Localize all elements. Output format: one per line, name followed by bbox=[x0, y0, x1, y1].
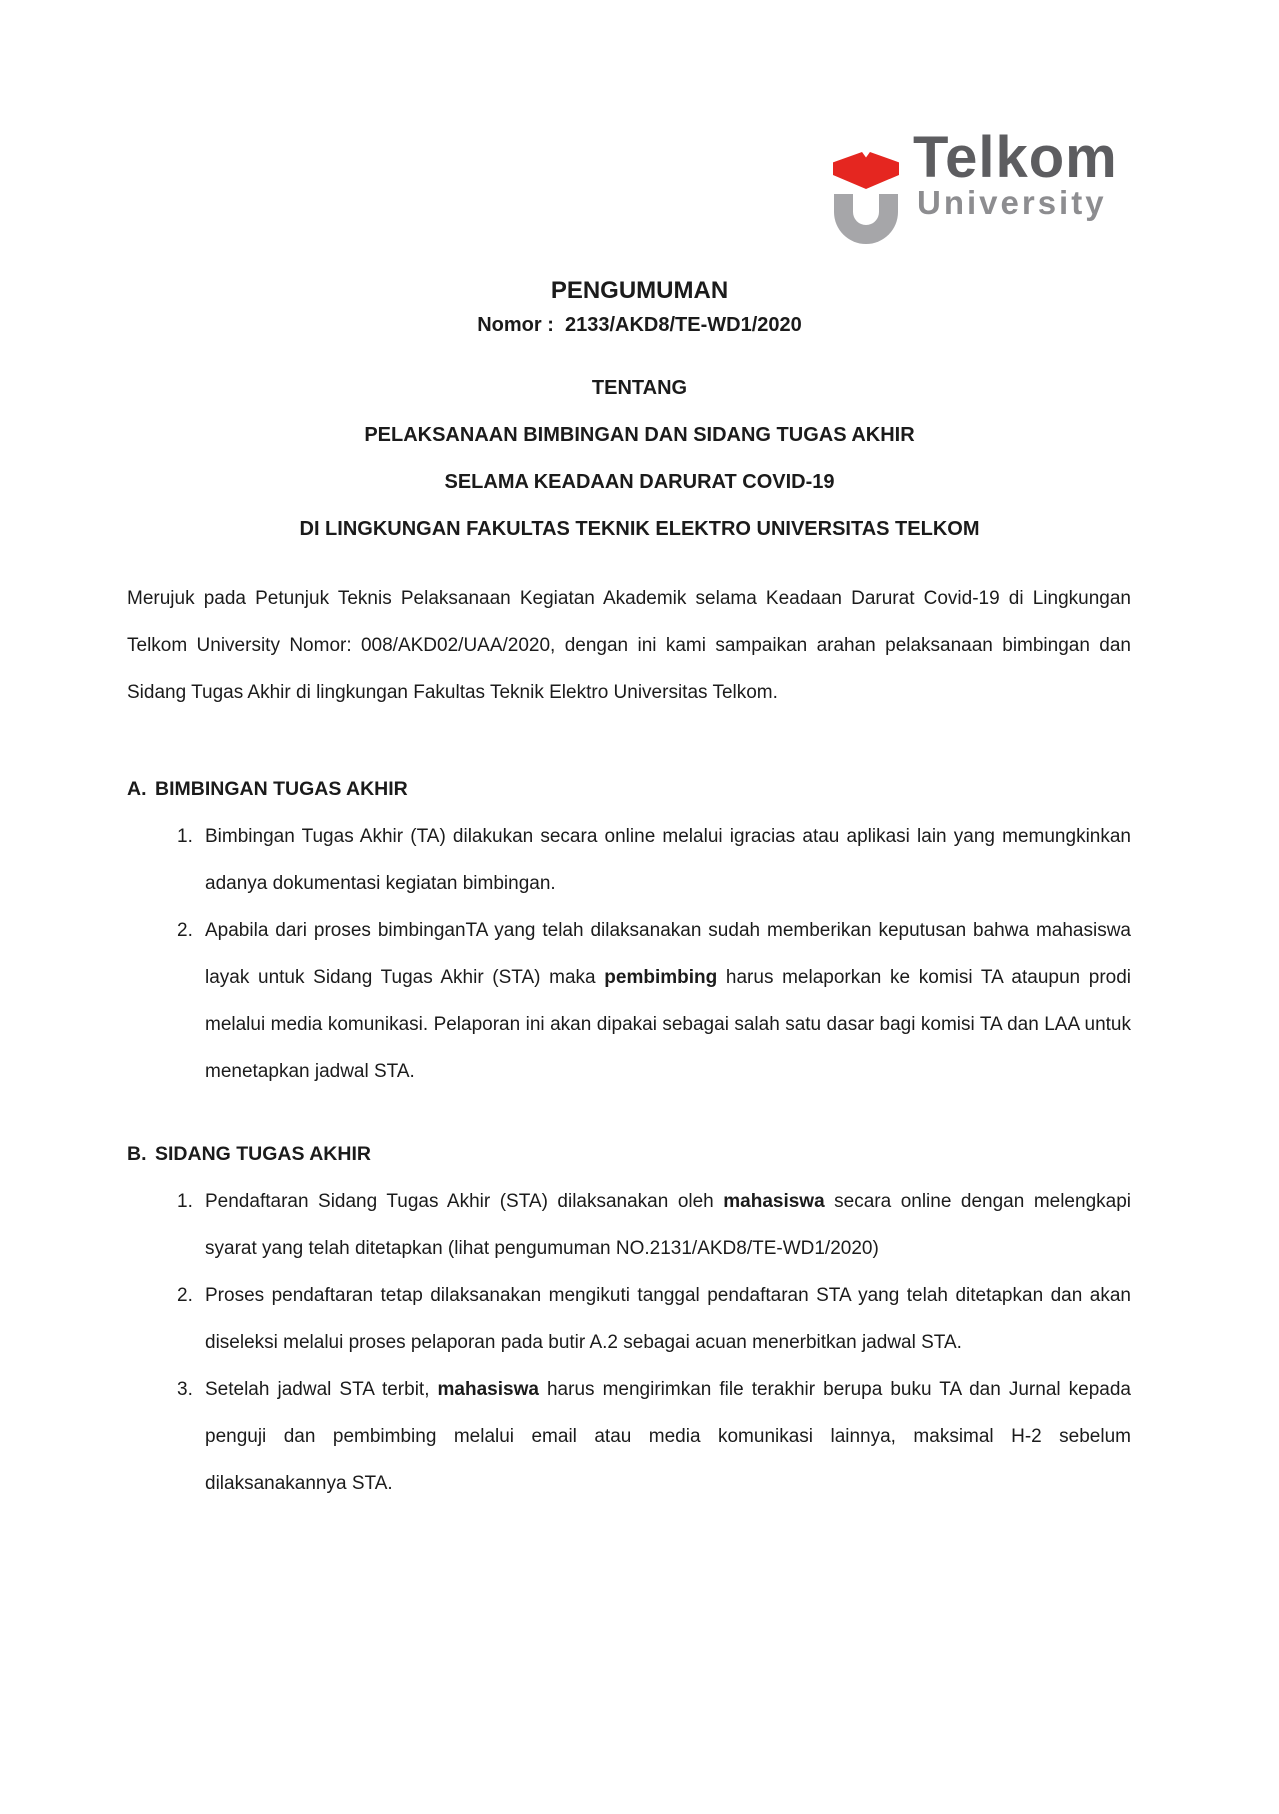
document-title: PENGUMUMAN bbox=[550, 277, 729, 304]
list-item bbox=[127, 813, 1131, 907]
section-heading bbox=[127, 766, 1131, 813]
list-item bbox=[127, 1366, 1131, 1507]
list-item-text: Apabila dari proses bimbinganTA yang telah dilaksanakan sudah memberikan keputusan bahwa mahasiswa layak untuk Sidang Tugas Akhir (STA) maka pembimbing harus melaporkan ke komisi TA ataupun prodi melalui media komunikasi. Pelaporan ini akan dipakai sebagai salah satu dasar bagi komisi TA dan LAA untuk menetapkan jadwal STA. bbox=[205, 920, 1131, 1082]
telkom-university-logo bbox=[833, 125, 1118, 244]
logo-wordmark bbox=[913, 125, 1118, 221]
list-item-text: Bimbingan Tugas Akhir (TA) dilakukan secara online melalui igracias atau aplikasi lain yang memungkinkan adanya dokumentasi kegiatan bimbingan. bbox=[205, 826, 1131, 894]
subject-line-3: DI LINGKUNGAN FAKULTAS TEKNIK ELEKTRO UNIVERSITAS TELKOM bbox=[299, 518, 980, 540]
letter-u-icon bbox=[834, 194, 898, 244]
section-sidang-tugas-akhir bbox=[127, 1131, 1131, 1507]
section-heading-text: SIDANG TUGAS AKHIR bbox=[155, 1143, 371, 1165]
list-item-number: 1. bbox=[177, 1191, 193, 1212]
subject-line-1: PELAKSANAAN BIMBINGAN DAN SIDANG TUGAS AKHIR bbox=[364, 424, 915, 446]
intro-paragraph: Merujuk pada Petunjuk Teknis Pelaksanaan Kegiatan Akademik selama Keadaan Darurat Covid-19 di Lingkungan Telkom University Nomor: 008/AKD02/UAA/2020, dengan ini kami sampaikan arahan pelaksanaan bimbingan dan Sidang Tugas Akhir di lingkungan Fakultas Teknik Elektro Universitas Telkom. bbox=[127, 588, 1131, 703]
document-body bbox=[127, 575, 1131, 1507]
section-heading bbox=[127, 1131, 1131, 1178]
list-item-number: 1. bbox=[177, 826, 193, 847]
list-item-text: Proses pendaftaran tetap dilaksanakan mengikuti tanggal pendaftaran STA yang telah ditetapkan dan akan diseleksi melalui proses pelaporan pada butir A.2 sebagai acuan menerbitkan jadwal STA. bbox=[205, 1285, 1131, 1353]
list-item-text: Pendaftaran Sidang Tugas Akhir (STA) dilaksanakan oleh mahasiswa secara online dengan melengkapi syarat yang telah ditetapkan (lihat pengumuman NO.2131/AKD8/TE-WD1/2020) bbox=[205, 1191, 1131, 1259]
open-book-icon bbox=[833, 152, 899, 189]
list-item bbox=[127, 1272, 1131, 1366]
logo-brand-text: Telkom bbox=[913, 125, 1118, 190]
list-item-number: 2. bbox=[177, 1285, 193, 1306]
section-label: A. bbox=[127, 778, 147, 800]
subject-about-line: TENTANG bbox=[591, 377, 688, 399]
list-item-number: 2. bbox=[177, 920, 193, 941]
section-label: B. bbox=[127, 1143, 147, 1165]
section-bimbingan-tugas-akhir bbox=[127, 766, 1131, 1095]
section-heading-text: BIMBINGAN TUGAS AKHIR bbox=[155, 778, 408, 800]
list-item bbox=[127, 907, 1131, 1095]
list-item-text: Setelah jadwal STA terbit, mahasiswa harus mengirimkan file terakhir berupa buku TA dan Jurnal kepada penguji dan pembimbing melalui email atau media komunikasi lainnya, maksimal H-2 sebelum dilaksanakannya STA. bbox=[205, 1379, 1132, 1494]
document-number: Nomor : 2133/AKD8/TE-WD1/2020 bbox=[477, 314, 802, 336]
subject-line-2: SELAMA KEADAAN DARURAT COVID-19 bbox=[444, 471, 835, 493]
telkom-logo-icon bbox=[833, 152, 899, 244]
list-item-number: 3. bbox=[177, 1379, 193, 1400]
logo-subtitle-text: University bbox=[917, 184, 1107, 221]
document-subject bbox=[0, 365, 1279, 553]
list-item bbox=[127, 1178, 1131, 1272]
document-header bbox=[0, 276, 1279, 553]
